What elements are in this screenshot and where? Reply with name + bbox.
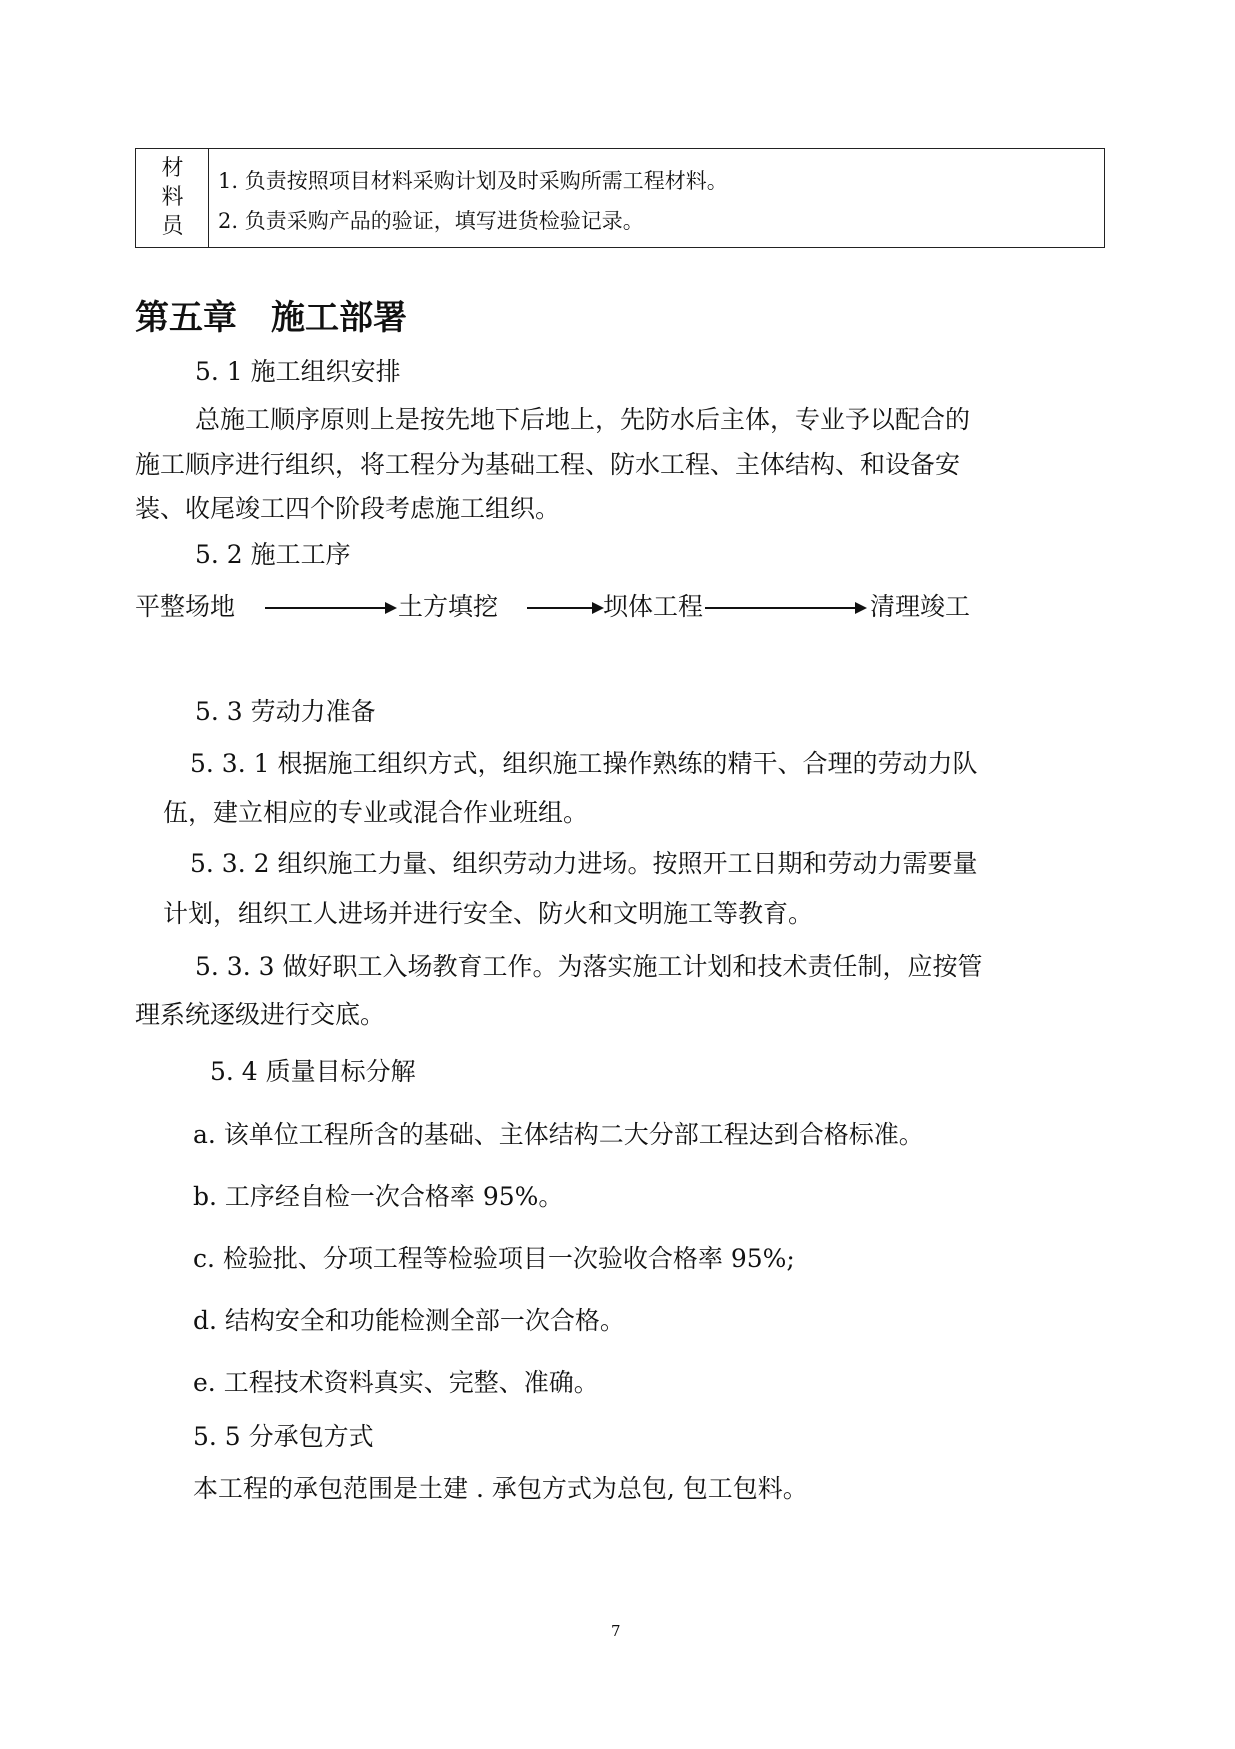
role-label-char: 材 [161, 156, 184, 181]
page-number: 7 [611, 1622, 621, 1640]
section-heading: 5. 2 施工工序 [195, 540, 351, 569]
quality-target-item: a. 该单位工程所含的基础、主体结构二大分部工程达到合格标准。 [193, 1120, 924, 1149]
paragraph-line: 装、收尾竣工四个阶段考虑施工组织。 [135, 494, 561, 523]
role-table [135, 148, 1105, 248]
section-heading: 5. 5 分承包方式 [193, 1422, 374, 1451]
paragraph-line: 5. 3. 2 组织施工力量、组织劳动力进场。按照开工日期和劳动力需要量 [190, 849, 978, 878]
flow-step: 清理竣工 [870, 592, 971, 621]
paragraph-line: 5. 3. 1 根据施工组织方式，组织施工操作熟练的精干、合理的劳动力队 [190, 749, 978, 778]
paragraph-line: 理系统逐级进行交底。 [135, 1000, 386, 1029]
flow-step: 坝体工程 [603, 592, 704, 621]
paragraph-line: 总施工顺序原则上是按先地下后地上，先防水后主体，专业予以配合的 [195, 405, 971, 434]
arrow-right-icon [385, 602, 397, 614]
flow-step: 土方填挖 [398, 592, 499, 621]
arrow-right-icon [855, 602, 867, 614]
quality-target-item: d. 结构安全和功能检测全部一次合格。 [193, 1306, 625, 1335]
paragraph-line: 本工程的承包范围是土建 . 承包方式为总包, 包工包料。 [193, 1474, 808, 1503]
role-label-char: 料 [161, 185, 184, 210]
flow-arrow-line [705, 607, 855, 609]
duty-line: 1. 负责按照项目材料采购计划及时采购所需工程材料。 [218, 169, 728, 193]
quality-target-item: e. 工程技术资料真实、完整、准确。 [193, 1368, 599, 1397]
flow-arrow-line [265, 607, 385, 609]
paragraph-line: 计划，组织工人进场并进行安全、防火和文明施工等教育。 [163, 899, 814, 928]
flow-arrow-line [527, 607, 592, 609]
paragraph-line: 伍，建立相应的专业或混合作业班组。 [163, 798, 589, 827]
paragraph-line: 5. 3. 3 做好职工入场教育工作。为落实施工计划和技术责任制，应按管 [195, 952, 983, 981]
duty-line: 2. 负责采购产品的验证，填写进货检验记录。 [218, 209, 644, 233]
section-heading: 5. 4 质量目标分解 [210, 1057, 416, 1086]
role-label-cell [136, 149, 209, 247]
section-heading: 5. 3 劳动力准备 [195, 697, 376, 726]
role-label-char: 员 [161, 214, 184, 239]
chapter-title: 第五章 施工部署 [135, 298, 407, 338]
quality-target-item: b. 工序经自检一次合格率 95%。 [193, 1182, 564, 1211]
paragraph-line: 施工顺序进行组织，将工程分为基础工程、防水工程、主体结构、和设备安 [135, 450, 961, 479]
section-heading: 5. 1 施工组织安排 [195, 357, 401, 386]
quality-target-item: c. 检验批、分项工程等检验项目一次验收合格率 95%; [193, 1244, 795, 1273]
flow-step: 平整场地 [135, 592, 236, 621]
